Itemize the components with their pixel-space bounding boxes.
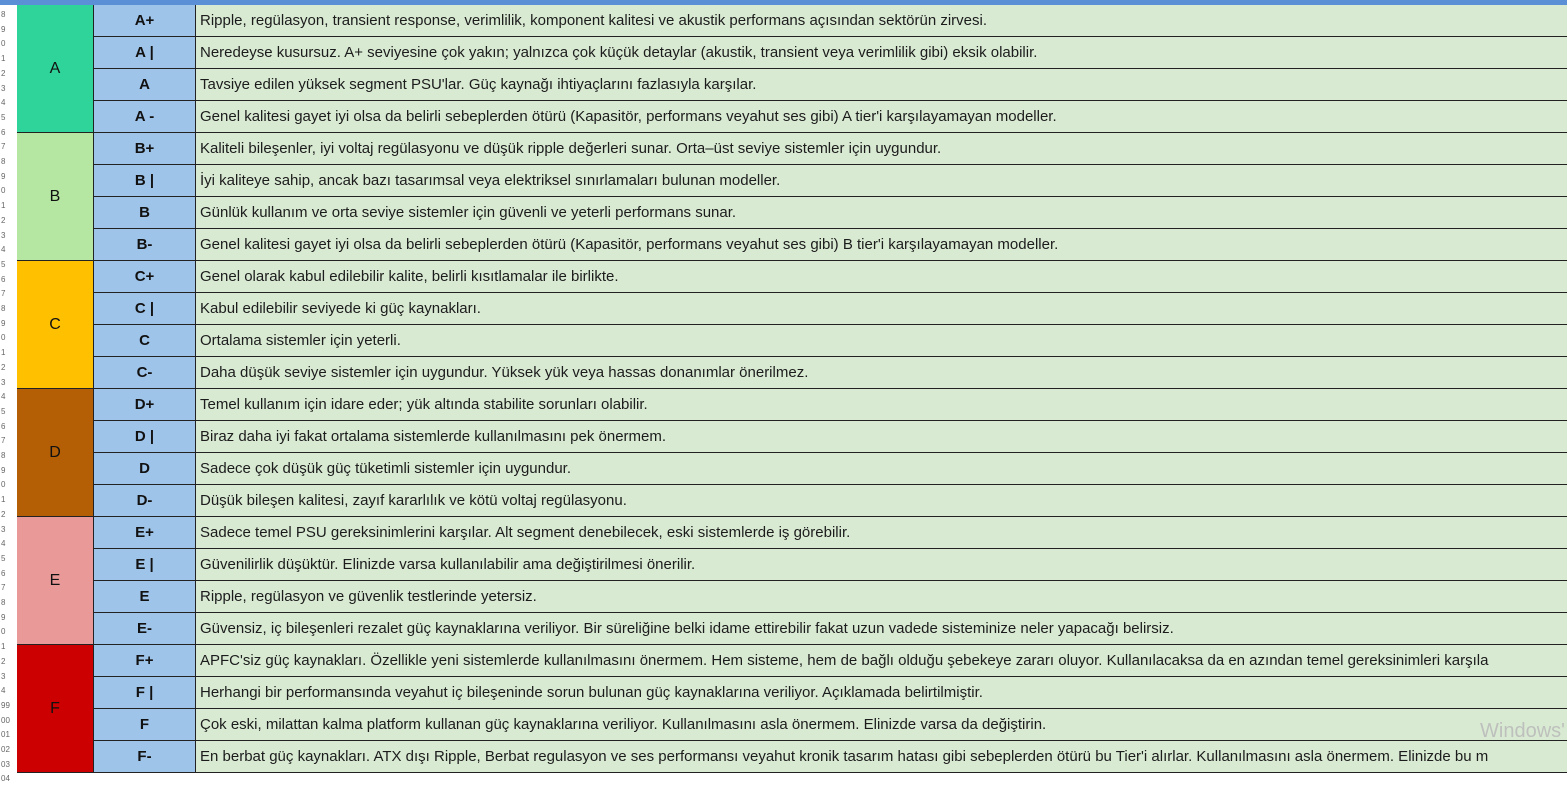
row-number[interactable]: 5 (1, 112, 6, 122)
row-number[interactable]: 4 (1, 392, 6, 402)
table-row (94, 357, 1567, 389)
row-number[interactable]: 7 (1, 583, 6, 593)
description-cell[interactable]: Temel kullanım için idare eder; yük altında stabilite sorunları olabilir. (196, 389, 1567, 421)
row-number[interactable]: 6 (1, 127, 6, 137)
row-number[interactable]: 1 (1, 348, 6, 358)
grade-cell[interactable]: D (94, 453, 196, 485)
description-cell[interactable]: Günlük kullanım ve orta seviye sistemler için güvenli ve yeterli performans sunar. (196, 197, 1567, 229)
row-number[interactable]: 01 (1, 730, 10, 740)
row-number[interactable]: 0 (1, 186, 6, 196)
row-number[interactable]: 0 (1, 333, 6, 343)
table-row (94, 389, 1567, 421)
description-cell[interactable]: Kabul edilebilir seviyede ki güç kaynakları. (196, 293, 1567, 325)
row-number[interactable]: 2 (1, 656, 6, 666)
row-number[interactable]: 4 (1, 686, 6, 696)
table-row (94, 261, 1567, 293)
description-cell[interactable]: Ripple, regülasyon, transient response, verimlilik, komponent kalitesi ve akustik performans açısından sektörün zirvesi. (196, 5, 1567, 37)
grade-cell[interactable]: C (94, 325, 196, 357)
row-number[interactable]: 7 (1, 289, 6, 299)
table-row (94, 69, 1567, 101)
grade-cell[interactable]: A - (94, 101, 196, 133)
grade-cell[interactable]: A | (94, 37, 196, 69)
table-row (94, 101, 1567, 133)
row-number[interactable]: 2 (1, 509, 6, 519)
grade-cell[interactable]: B (94, 197, 196, 229)
table-row (94, 5, 1567, 37)
row-number[interactable]: 8 (1, 451, 6, 460)
row-number[interactable]: 9 (1, 465, 6, 475)
row-number[interactable]: 3 (1, 524, 6, 534)
grade-cell[interactable]: F (94, 709, 196, 741)
description-cell[interactable]: APFC'siz güç kaynakları. Özellikle yeni sistemlerde kullanılmasını önermem. Hem sisteme, hem de bağlı olduğu şebekeye zararı oluyor. Kullanılacaksa da en azından temel gereksinimleri karşıla (196, 645, 1567, 677)
table-row (94, 645, 1567, 677)
table-row (94, 421, 1567, 453)
description-cell[interactable]: Genel kalitesi gayet iyi olsa da belirli sebeplerden ötürü (Kapasitör, performans veyahut ses gibi) B tier'i karşılayamayan modeller. (196, 229, 1567, 261)
row-number[interactable]: 04 (1, 774, 10, 784)
description-cell[interactable]: En berbat güç kaynakları. ATX dışı Ripple, Berbat regulasyon ve ses performansı veyahut kronik tasarım hatası gibi sebeplerden ötürü bu Tier'i alırlar. Kullanılmasını asla önermem. Elinizde bu m (196, 741, 1567, 773)
grade-cell[interactable]: B | (94, 165, 196, 197)
grade-cell[interactable]: F+ (94, 645, 196, 677)
grade-cell[interactable]: B+ (94, 133, 196, 165)
row-number[interactable]: 6 (1, 274, 6, 284)
row-number[interactable]: 3 (1, 83, 6, 93)
row-number[interactable]: 1 (1, 495, 6, 505)
table-row (94, 517, 1567, 549)
tier-label-f[interactable]: F (17, 645, 94, 773)
grade-cell[interactable]: A+ (94, 5, 196, 37)
row-number[interactable]: 1 (1, 54, 6, 64)
grade-cell[interactable]: D | (94, 421, 196, 453)
grade-cell[interactable]: F | (94, 677, 196, 709)
grade-cell[interactable]: E (94, 581, 196, 613)
table-row (94, 165, 1567, 197)
grade-cell[interactable]: E+ (94, 517, 196, 549)
row-number[interactable]: 5 (1, 553, 6, 563)
description-cell[interactable]: Biraz daha iyi fakat ortalama sistemlerde kullanılmasını pek önermem. (196, 421, 1567, 453)
grade-cell[interactable]: E | (94, 549, 196, 581)
table-row (94, 197, 1567, 229)
row-number[interactable]: 8 (1, 10, 6, 19)
row-number[interactable]: 0 (1, 480, 6, 490)
grade-cell[interactable]: B- (94, 229, 196, 261)
description-cell[interactable]: Ortalama sistemler için yeterli. (196, 325, 1567, 357)
row-number[interactable]: 5 (1, 259, 6, 269)
table-row (94, 709, 1567, 741)
row-number[interactable]: 9 (1, 24, 6, 34)
description-cell[interactable]: Güvenilirlik düşüktür. Elinizde varsa kullanılabilir ama değiştirilmesi önerilir. (196, 549, 1567, 581)
description-cell[interactable]: Ripple, regülasyon ve güvenlik testlerinde yetersiz. (196, 581, 1567, 613)
row-number[interactable]: 7 (1, 142, 6, 152)
row-number-gutter (0, 5, 18, 784)
description-cell[interactable]: Genel kalitesi gayet iyi olsa da belirli sebeplerden ötürü (Kapasitör, performans veyahut ses gibi) A tier'i karşılayamayan modeller. (196, 101, 1567, 133)
description-cell[interactable]: İyi kaliteye sahip, ancak bazı tasarımsal veya elektriksel sınırlamaları bulunan modeller. (196, 165, 1567, 197)
table-row (94, 677, 1567, 709)
row-number[interactable]: 03 (1, 759, 10, 769)
grade-cell[interactable]: C | (94, 293, 196, 325)
row-number[interactable]: 5 (1, 406, 6, 416)
tier-label-d[interactable]: D (17, 389, 94, 517)
description-cell[interactable]: Güvensiz, iç bileşenleri rezalet güç kaynaklarına veriliyor. Bir süreliğine belki idame ettirebilir fakat uzun vadede sisteminize neler yapacağı belirsiz. (196, 613, 1567, 645)
row-number[interactable]: 2 (1, 215, 6, 225)
row-number[interactable]: 9 (1, 171, 6, 181)
row-number[interactable]: 2 (1, 68, 6, 78)
table-row (94, 741, 1567, 773)
description-cell[interactable]: Neredeyse kusursuz. A+ seviyesine çok yakın; yalnızca çok küçük detaylar (akustik, transient veya verimlilik gibi) eksik olabilir. (196, 37, 1567, 69)
tier-label-a[interactable]: A (17, 5, 94, 133)
grade-cell[interactable]: D+ (94, 389, 196, 421)
tier-table (17, 5, 1567, 772)
row-number[interactable]: 4 (1, 98, 6, 108)
grade-cell[interactable]: D- (94, 485, 196, 517)
row-number[interactable]: 4 (1, 539, 6, 549)
description-cell[interactable]: Düşük bileşen kalitesi, zayıf kararlılık ve kötü voltaj regülasyonu. (196, 485, 1567, 517)
table-row (94, 325, 1567, 357)
table-row (94, 613, 1567, 645)
grade-cell[interactable]: C+ (94, 261, 196, 293)
tier-label-c[interactable]: C (17, 261, 94, 389)
row-number[interactable]: 6 (1, 421, 6, 431)
description-cell[interactable]: Sadece temel PSU gereksinimlerini karşılar. Alt segment denebilecek, eski sistemlerde iş görebilir. (196, 517, 1567, 549)
description-cell[interactable]: Daha düşük seviye sistemler için uygundur. Yüksek yük veya hassas donanımlar önerilmez. (196, 357, 1567, 389)
grade-cell[interactable]: C- (94, 357, 196, 389)
row-number[interactable]: 8 (1, 157, 6, 166)
row-number[interactable]: 8 (1, 304, 6, 313)
grade-cell[interactable]: E- (94, 613, 196, 645)
row-number[interactable]: 9 (1, 612, 6, 622)
row-number[interactable]: 99 (1, 700, 10, 710)
table-row (94, 453, 1567, 485)
row-number[interactable]: 3 (1, 377, 6, 387)
row-number[interactable]: 00 (1, 715, 10, 725)
row-number[interactable]: 0 (1, 627, 6, 637)
row-number[interactable]: 9 (1, 318, 6, 328)
table-row (94, 133, 1567, 165)
row-number[interactable]: 1 (1, 642, 6, 652)
table-row (94, 581, 1567, 613)
description-cell[interactable]: Kaliteli bileşenler, iyi voltaj regülasyonu ve düşük ripple değerleri sunar. Orta–üst seviye sistemler için uygundur. (196, 133, 1567, 165)
tier-label-b[interactable]: B (17, 133, 94, 261)
table-row (94, 37, 1567, 69)
row-number[interactable]: 8 (1, 598, 6, 607)
row-number[interactable]: 2 (1, 362, 6, 372)
row-number[interactable]: 02 (1, 745, 10, 754)
description-cell[interactable]: Çok eski, milattan kalma platform kullanan güç kaynaklarına veriliyor. Kullanılmasını asla önermem. Elinizde varsa da değiştirin. (196, 709, 1567, 741)
table-row (94, 229, 1567, 261)
row-number[interactable]: 6 (1, 568, 6, 578)
description-cell[interactable]: Herhangi bir performansında veyahut iç bileşeninde sorun bulunan güç kaynaklarına veriliyor. Açıklamada belirtilmiştir. (196, 677, 1567, 709)
row-number[interactable]: 0 (1, 39, 6, 49)
description-cell[interactable]: Genel olarak kabul edilebilir kalite, belirli kısıtlamalar ile birlikte. (196, 261, 1567, 293)
windows-activation-watermark: Windows' (1480, 720, 1565, 742)
description-cell[interactable]: Tavsiye edilen yüksek segment PSU'lar. Güç kaynağı ihtiyaçlarını fazlasıyla karşılar. (196, 69, 1567, 101)
row-number[interactable]: 3 (1, 230, 6, 240)
row-number[interactable]: 4 (1, 245, 6, 255)
table-row (94, 293, 1567, 325)
grade-cell[interactable]: F- (94, 741, 196, 773)
grade-cell[interactable]: A (94, 69, 196, 101)
description-cell[interactable]: Sadece çok düşük güç tüketimli sistemler için uygundur. (196, 453, 1567, 485)
tier-label-e[interactable]: E (17, 517, 94, 645)
row-number[interactable]: 3 (1, 671, 6, 681)
table-row (94, 549, 1567, 581)
table-row (94, 485, 1567, 517)
row-number[interactable]: 1 (1, 201, 6, 211)
row-number[interactable]: 7 (1, 436, 6, 446)
